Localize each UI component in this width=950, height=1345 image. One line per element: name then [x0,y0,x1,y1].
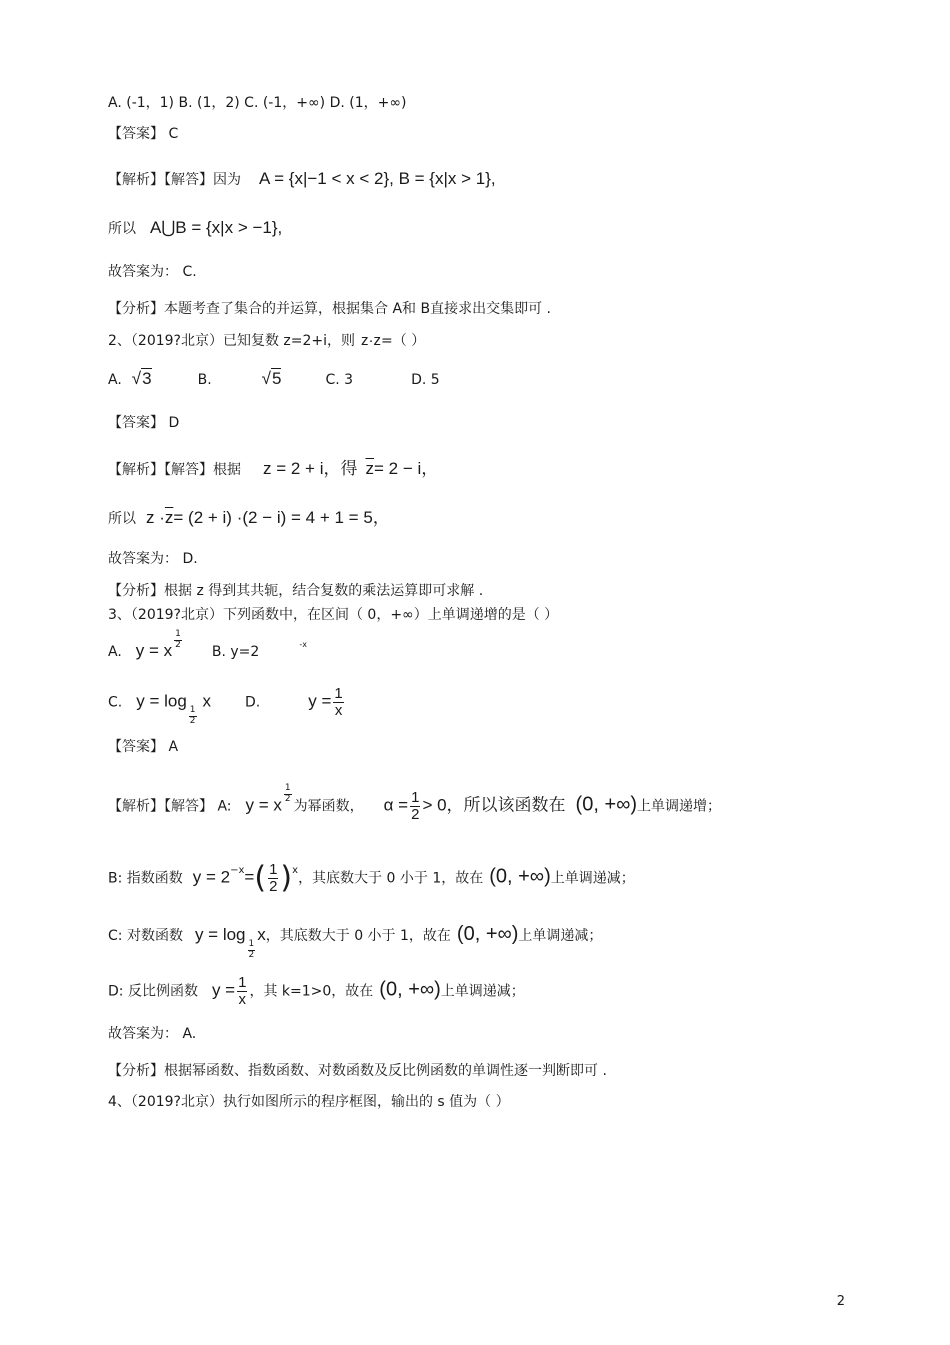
q3-solution-d: D: 反比例函数 y = $\frac{1}{x}$ ，其 k=1>0，故在 (0, +∞)上单调递减； [108,974,525,1008]
q2-conclusion: 故答案为： D. [108,551,198,567]
q3-question: 3、（2019?北京）下列函数中，在区间（ 0，+∞）上单调递增的是（ ） [108,607,559,623]
q1-analysis: 【分析】本题考查了集合的并运算，根据集合 A和 B直接求出交集即可 . [108,301,551,317]
q3-analysis: 【分析】根据幂函数、指数函数、对数函数及反比例函数的单调性逐一判断即可 . [108,1063,607,1079]
q3-conclusion: 故答案为： A. [108,1026,197,1042]
q3-answer: 【答案】 A [108,739,179,755]
q1-solution-line2: 所以 A⋃B = {x|x > −1}, [108,218,283,237]
q2-question: 2、（2019?北京）已知复数 z=2+i，则 z·z=（ ） [108,332,426,349]
q3-options-cd: C. y = log $\frac{1}{2}$ x D. y = $\frac{1}{x}$ [108,685,343,726]
q3-options-ab: A. y = x $\frac{1}{2}$ B. y=2 $^{-x}$ [108,629,307,660]
q2-options: A. √3 B. √5 C. 3 D. 5 [108,369,440,388]
q1-conclusion: 故答案为： C. [108,264,197,280]
q3-solution-c: C: 对数函数 y = log $\frac{1}{2}$ x，其底数大于 0 小于 1，故在 (0, +∞)上单调递减； [108,923,603,960]
page-number: 2 [836,1294,845,1309]
q4-question: 4、（2019?北京）执行如图所示的程序框图，输出的 s 值为（ ） [108,1094,510,1110]
q2-solution-line2: 所以 $z \cdot\overline{z}= (2 + i) \cdot(2 - i) = 4 + 1 = 5$， [108,508,390,527]
q2-analysis: 【分析】根据 z 得到其共轭，结合复数的乘法运算即可求解 . [108,583,484,599]
q2-solution-line1: 【解析】【解答】根据 z = 2 + i，得 $\overline{z}= 2 - i$， [108,459,439,478]
q1-solution-line1: 【解析】【解答】因为 A = {x|−1 < x < 2}, B = {x|x > 1}, [108,169,496,188]
q2-answer: 【答案】 D [108,415,180,431]
q1-answer: 【答案】 C [108,126,179,142]
q3-solution-b: B: 指数函数 $y = 2^{-x}=$( $\frac{1}{2}$ )$^x$，其底数大于 0 小于 1，故在 (0, +∞)上单调递减； [108,860,635,896]
q3-solution-a: 【解析】【解答】 A: y = x $\frac{1}{2}$ 为幂函数， α = $\frac{1}{2}$ > 0，所以该函数在 (0, +∞)上单调递增； [108,783,722,823]
q1-options: A. (-1，1) B. (1，2) C. (-1，+∞) D. (1，+∞) [108,95,407,111]
